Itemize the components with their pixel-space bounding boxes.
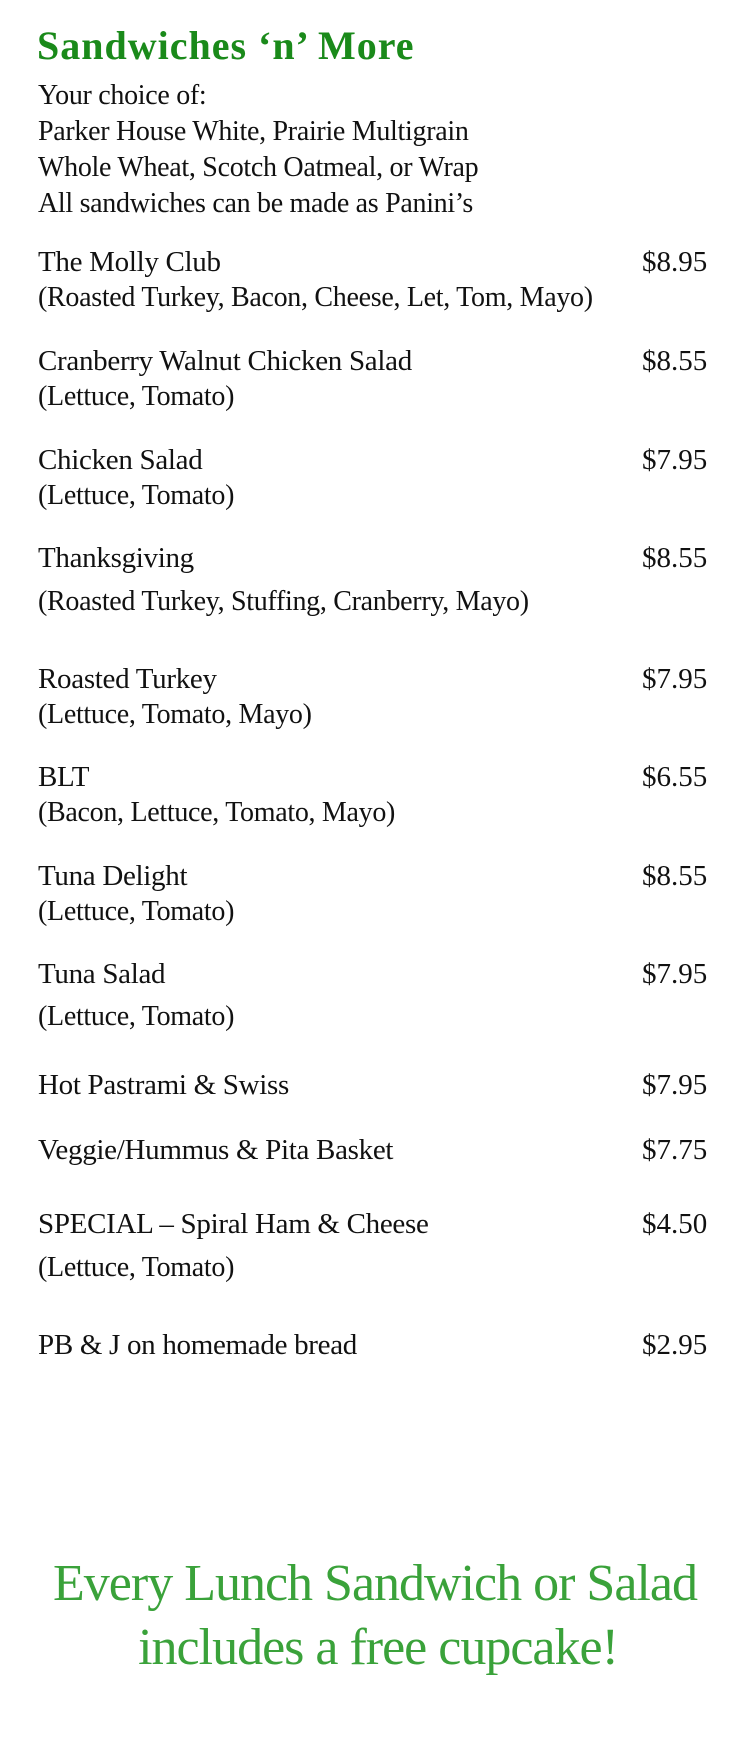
item-description: (Lettuce, Tomato) xyxy=(38,480,235,511)
promo-line: Every Lunch Sandwich or Salad xyxy=(53,1555,697,1612)
item-name: SPECIAL – Spiral Ham & Cheese xyxy=(38,1208,429,1240)
menu-item-tuna-salad xyxy=(38,956,710,1035)
menu-item-pb-and-j xyxy=(38,1327,710,1363)
item-description: (Lettuce, Tomato) xyxy=(38,896,235,927)
item-name: Thanksgiving xyxy=(38,542,194,574)
menu-item-thanksgiving xyxy=(38,540,710,620)
item-price: $4.50 xyxy=(642,1208,708,1240)
menu-item-tuna-delight xyxy=(38,858,710,930)
item-name: BLT xyxy=(38,761,90,793)
item-description: (Roasted Turkey, Bacon, Cheese, Let, Tom, Mayo) xyxy=(38,282,593,313)
item-description: (Lettuce, Tomato) xyxy=(38,1252,235,1283)
menu-item-special-spiral-ham-cheese xyxy=(38,1206,710,1286)
menu-item-hot-pastrami-swiss xyxy=(38,1067,710,1103)
item-price: $7.95 xyxy=(642,444,708,476)
intro-line: Whole Wheat, Scotch Oatmeal, or Wrap xyxy=(38,152,479,183)
intro-line: Parker House White, Prairie Multigrain xyxy=(38,116,469,147)
item-name: Tuna Salad xyxy=(38,958,166,990)
item-price: $7.95 xyxy=(642,1069,708,1101)
menu-item-molly-club xyxy=(38,244,710,316)
menu-intro xyxy=(38,78,478,222)
item-description: (Lettuce, Tomato) xyxy=(38,1001,235,1032)
item-name: Roasted Turkey xyxy=(38,663,217,695)
menu-item-roasted-turkey xyxy=(38,661,710,733)
item-description: (Lettuce, Tomato) xyxy=(38,381,235,412)
item-name: Tuna Delight xyxy=(38,860,188,892)
item-price: $6.55 xyxy=(642,761,708,793)
item-description: (Roasted Turkey, Stuffing, Cranberry, Mayo) xyxy=(38,586,529,617)
menu-title: Sandwiches ‘n’ More xyxy=(37,23,415,68)
item-price: $8.55 xyxy=(642,860,708,892)
promo-line: includes a free cupcake! xyxy=(138,1619,618,1676)
item-price: $2.95 xyxy=(642,1329,708,1361)
item-price: $7.95 xyxy=(642,958,708,990)
menu-item-cranberry-walnut-chicken-salad xyxy=(38,343,710,415)
intro-line: Your choice of: xyxy=(38,80,207,111)
intro-line: All sandwiches can be made as Panini’s xyxy=(38,188,473,219)
item-name: Hot Pastrami & Swiss xyxy=(38,1069,289,1101)
item-name: Veggie/Hummus & Pita Basket xyxy=(38,1134,394,1166)
item-description: (Bacon, Lettuce, Tomato, Mayo) xyxy=(38,797,396,828)
item-name: Chicken Salad xyxy=(38,444,203,476)
item-price: $8.95 xyxy=(642,246,708,278)
item-price: $7.95 xyxy=(642,663,708,695)
menu-item-veggie-hummus-pita-basket xyxy=(38,1132,710,1168)
item-name: The Molly Club xyxy=(38,246,221,278)
item-price: $7.75 xyxy=(642,1134,708,1166)
item-price: $8.55 xyxy=(642,345,708,377)
item-name: Cranberry Walnut Chicken Salad xyxy=(38,345,412,377)
item-description: (Lettuce, Tomato, Mayo) xyxy=(38,699,312,730)
item-price: $8.55 xyxy=(642,542,708,574)
menu-item-chicken-salad xyxy=(38,442,710,514)
free-cupcake-promo xyxy=(0,1552,750,1680)
menu-item-blt xyxy=(38,759,710,831)
item-name: PB & J on homemade bread xyxy=(38,1329,357,1361)
